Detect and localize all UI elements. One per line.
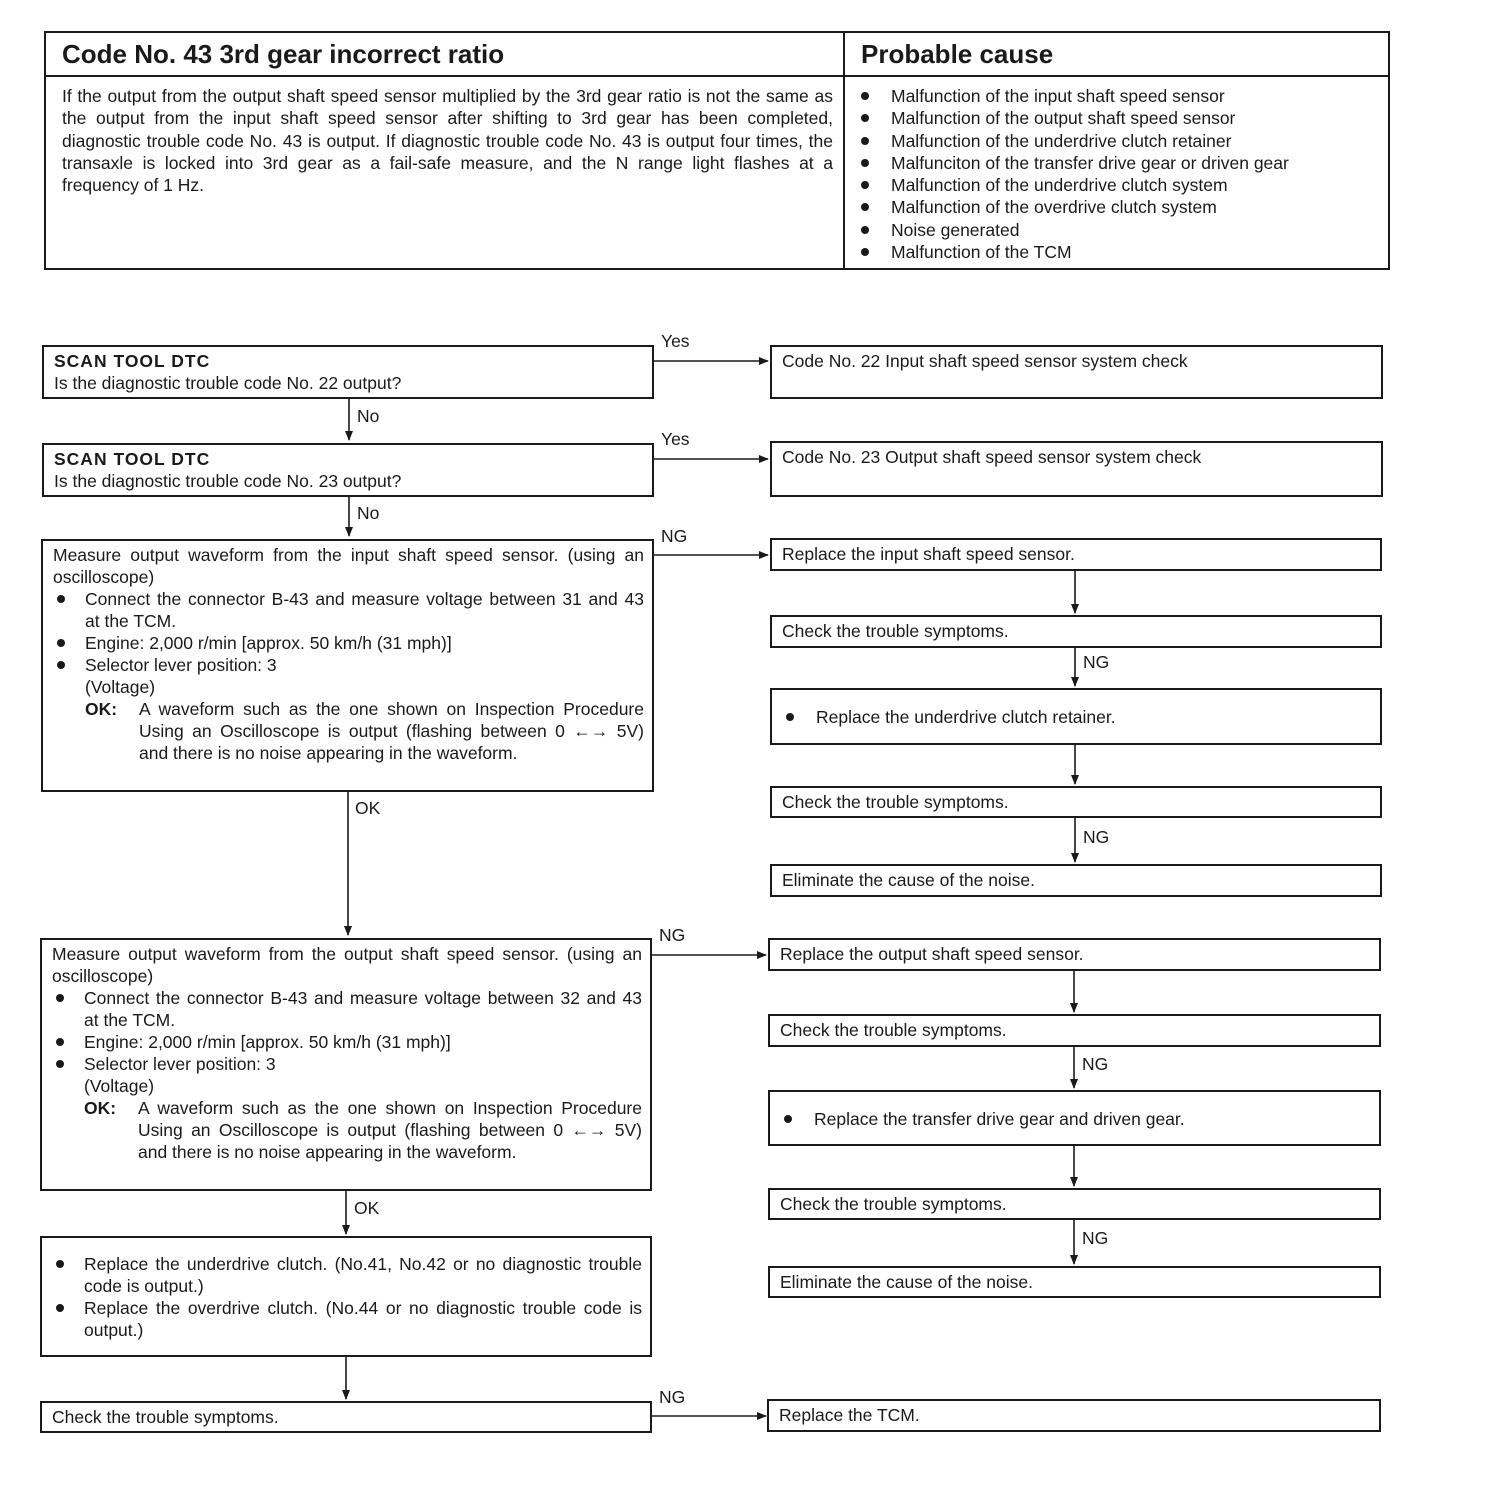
bullet-icon	[786, 713, 794, 721]
cause-item: Malfunction of the overdrive clutch system	[859, 196, 1388, 218]
scan-tool-dtc-22-box	[42, 345, 654, 399]
label-ok: OK	[355, 798, 381, 818]
q1-title: SCAN TOOL DTC	[54, 351, 211, 371]
probable-cause-title: Probable cause	[845, 33, 1388, 77]
m2-ok-text: A waveform such as the one shown on Inspection Procedure Using an Oscilloscope is output (flashing between 0 ←→ 5V) and there is no noise appearing in the waveform.	[138, 1098, 642, 1162]
input-sensor-waveform-box	[41, 539, 654, 792]
m1-intro: Measure output waveform from the input shaft speed sensor. (using an oscilloscope)	[53, 545, 644, 587]
label-ng: NG	[661, 526, 688, 546]
label-yes: Yes	[661, 331, 690, 351]
replace-tcm-box	[767, 1399, 1381, 1432]
replace-retainer-box	[770, 688, 1382, 745]
replace-clutch-item: Replace the overdrive clutch. (No.44 or no diagnostic trouble code is output.)	[52, 1297, 642, 1341]
check-symptoms-text: Check the trouble symptoms.	[782, 621, 1009, 641]
m1-condition: Connect the connector B-43 and measure voltage between 31 and 43 at the TCM.	[53, 588, 644, 632]
cause-item: Malfunction of the output shaft speed sensor	[859, 107, 1388, 129]
cause-item: Malfunction of the underdrive clutch retainer	[859, 130, 1388, 152]
label-ok: OK	[354, 1198, 380, 1218]
replace-transfer-gear-box	[768, 1090, 1381, 1146]
replace-input-sensor-text: Replace the input shaft speed sensor.	[782, 544, 1075, 564]
check-symptoms-text: Check the trouble symptoms.	[782, 792, 1009, 812]
final-check-text: Check the trouble symptoms.	[52, 1407, 279, 1427]
q2-question: Is the diagnostic trouble code No. 23 output?	[54, 471, 402, 491]
m2-condition: Engine: 2,000 r/min [approx. 50 km/h (31 mph)]	[52, 1031, 642, 1053]
replace-input-sensor-box	[770, 538, 1382, 571]
replace-output-sensor-box	[768, 938, 1381, 971]
check-symptoms-box	[768, 1014, 1381, 1047]
q2-title: SCAN TOOL DTC	[54, 449, 211, 469]
replace-clutch-item: Replace the underdrive clutch. (No.41, No.42 or no diagnostic trouble code is output.)	[52, 1253, 642, 1297]
label-ng: NG	[1083, 827, 1110, 847]
m2-ok-criteria	[52, 1097, 642, 1163]
label-no: No	[357, 406, 380, 426]
cause-item: Malfunction of the TCM	[859, 241, 1388, 263]
replace-clutch-box	[40, 1236, 652, 1357]
label-ng: NG	[1083, 652, 1110, 672]
scan-tool-dtc-23-box	[42, 443, 654, 497]
label-ng: NG	[1082, 1228, 1109, 1248]
cause-item: Noise generated	[859, 219, 1388, 241]
label-no: No	[357, 503, 380, 523]
code-22-check-box	[770, 345, 1383, 399]
label-ng: NG	[1082, 1054, 1109, 1074]
eliminate-noise-text: Eliminate the cause of the noise.	[780, 1272, 1033, 1292]
header-table	[44, 31, 1390, 270]
m2-voltage: (Voltage)	[84, 1076, 155, 1096]
code-22-check-text: Code No. 22 Input shaft speed sensor system check	[782, 351, 1188, 371]
m2-condition: Connect the connector B-43 and measure voltage between 32 and 43 at the TCM.	[52, 987, 642, 1031]
probable-cause-column	[843, 33, 1388, 268]
eliminate-noise-text: Eliminate the cause of the noise.	[782, 870, 1035, 890]
code-description: If the output from the output shaft speed sensor multiplied by the 3rd gear ratio is not the same as the output from the input shaft speed sensor after shifting to 3rd gear has been completed, diagnostic trouble code No. 43 is output. If diagnostic trouble code No. 43 is output four times, the transaxle is locked into 3rd gear as a fail-safe measure, and the N range light flashes at a frequency of 1 Hz.	[62, 86, 833, 196]
m1-ok-criteria	[53, 698, 644, 764]
check-symptoms-text: Check the trouble symptoms.	[780, 1020, 1007, 1040]
replace-clutch-list	[52, 1253, 642, 1341]
check-symptoms-box	[770, 615, 1382, 648]
m2-condition: Selector lever position: 3	[52, 1053, 642, 1075]
check-symptoms-box	[768, 1188, 1381, 1220]
check-symptoms-box	[770, 786, 1382, 818]
m1-condition: Selector lever position: 3	[53, 654, 644, 676]
cause-item: Malfunction of the input shaft speed sensor	[859, 85, 1388, 107]
m1-ok-text: A waveform such as the one shown on Inspection Procedure Using an Oscilloscope is output (flashing between 0 ←→ 5V) and there is no noise appearing in the waveform.	[139, 699, 644, 763]
m1-condition: Engine: 2,000 r/min [approx. 50 km/h (31 mph)]	[53, 632, 644, 654]
output-sensor-waveform-box	[40, 938, 652, 1191]
m1-voltage: (Voltage)	[85, 677, 156, 697]
label-ng: NG	[659, 925, 686, 945]
replace-retainer-text: Replace the underdrive clutch retainer.	[816, 707, 1116, 727]
label-yes: Yes	[661, 429, 690, 449]
code-description-column	[46, 33, 843, 268]
eliminate-noise-box	[768, 1266, 1381, 1298]
probable-cause-list	[845, 77, 1388, 263]
replace-transfer-gear-text: Replace the transfer drive gear and driven gear.	[814, 1108, 1185, 1129]
code-23-check-box	[770, 441, 1383, 497]
code-23-check-text: Code No. 23 Output shaft speed sensor system check	[782, 447, 1202, 467]
replace-output-sensor-text: Replace the output shaft speed sensor.	[780, 944, 1084, 964]
bullet-icon	[784, 1115, 792, 1123]
cause-item: Malfunction of the underdrive clutch system	[859, 174, 1388, 196]
m2-intro: Measure output waveform from the output shaft speed sensor. (using an oscilloscope)	[52, 944, 642, 986]
final-check-symptoms-box	[40, 1401, 652, 1433]
m1-conditions	[53, 588, 644, 676]
check-symptoms-text: Check the trouble symptoms.	[780, 1194, 1007, 1214]
m2-ok-label: OK:	[84, 1098, 117, 1118]
m1-ok-label: OK:	[85, 699, 118, 719]
m2-conditions	[52, 987, 642, 1075]
replace-tcm-text: Replace the TCM.	[779, 1405, 920, 1425]
label-ng: NG	[659, 1387, 686, 1407]
q1-question: Is the diagnostic trouble code No. 22 output?	[54, 373, 402, 393]
cause-item: Malfunciton of the transfer drive gear or driven gear	[859, 152, 1388, 174]
eliminate-noise-box	[770, 864, 1382, 897]
code-title: Code No. 43 3rd gear incorrect ratio	[46, 33, 843, 77]
